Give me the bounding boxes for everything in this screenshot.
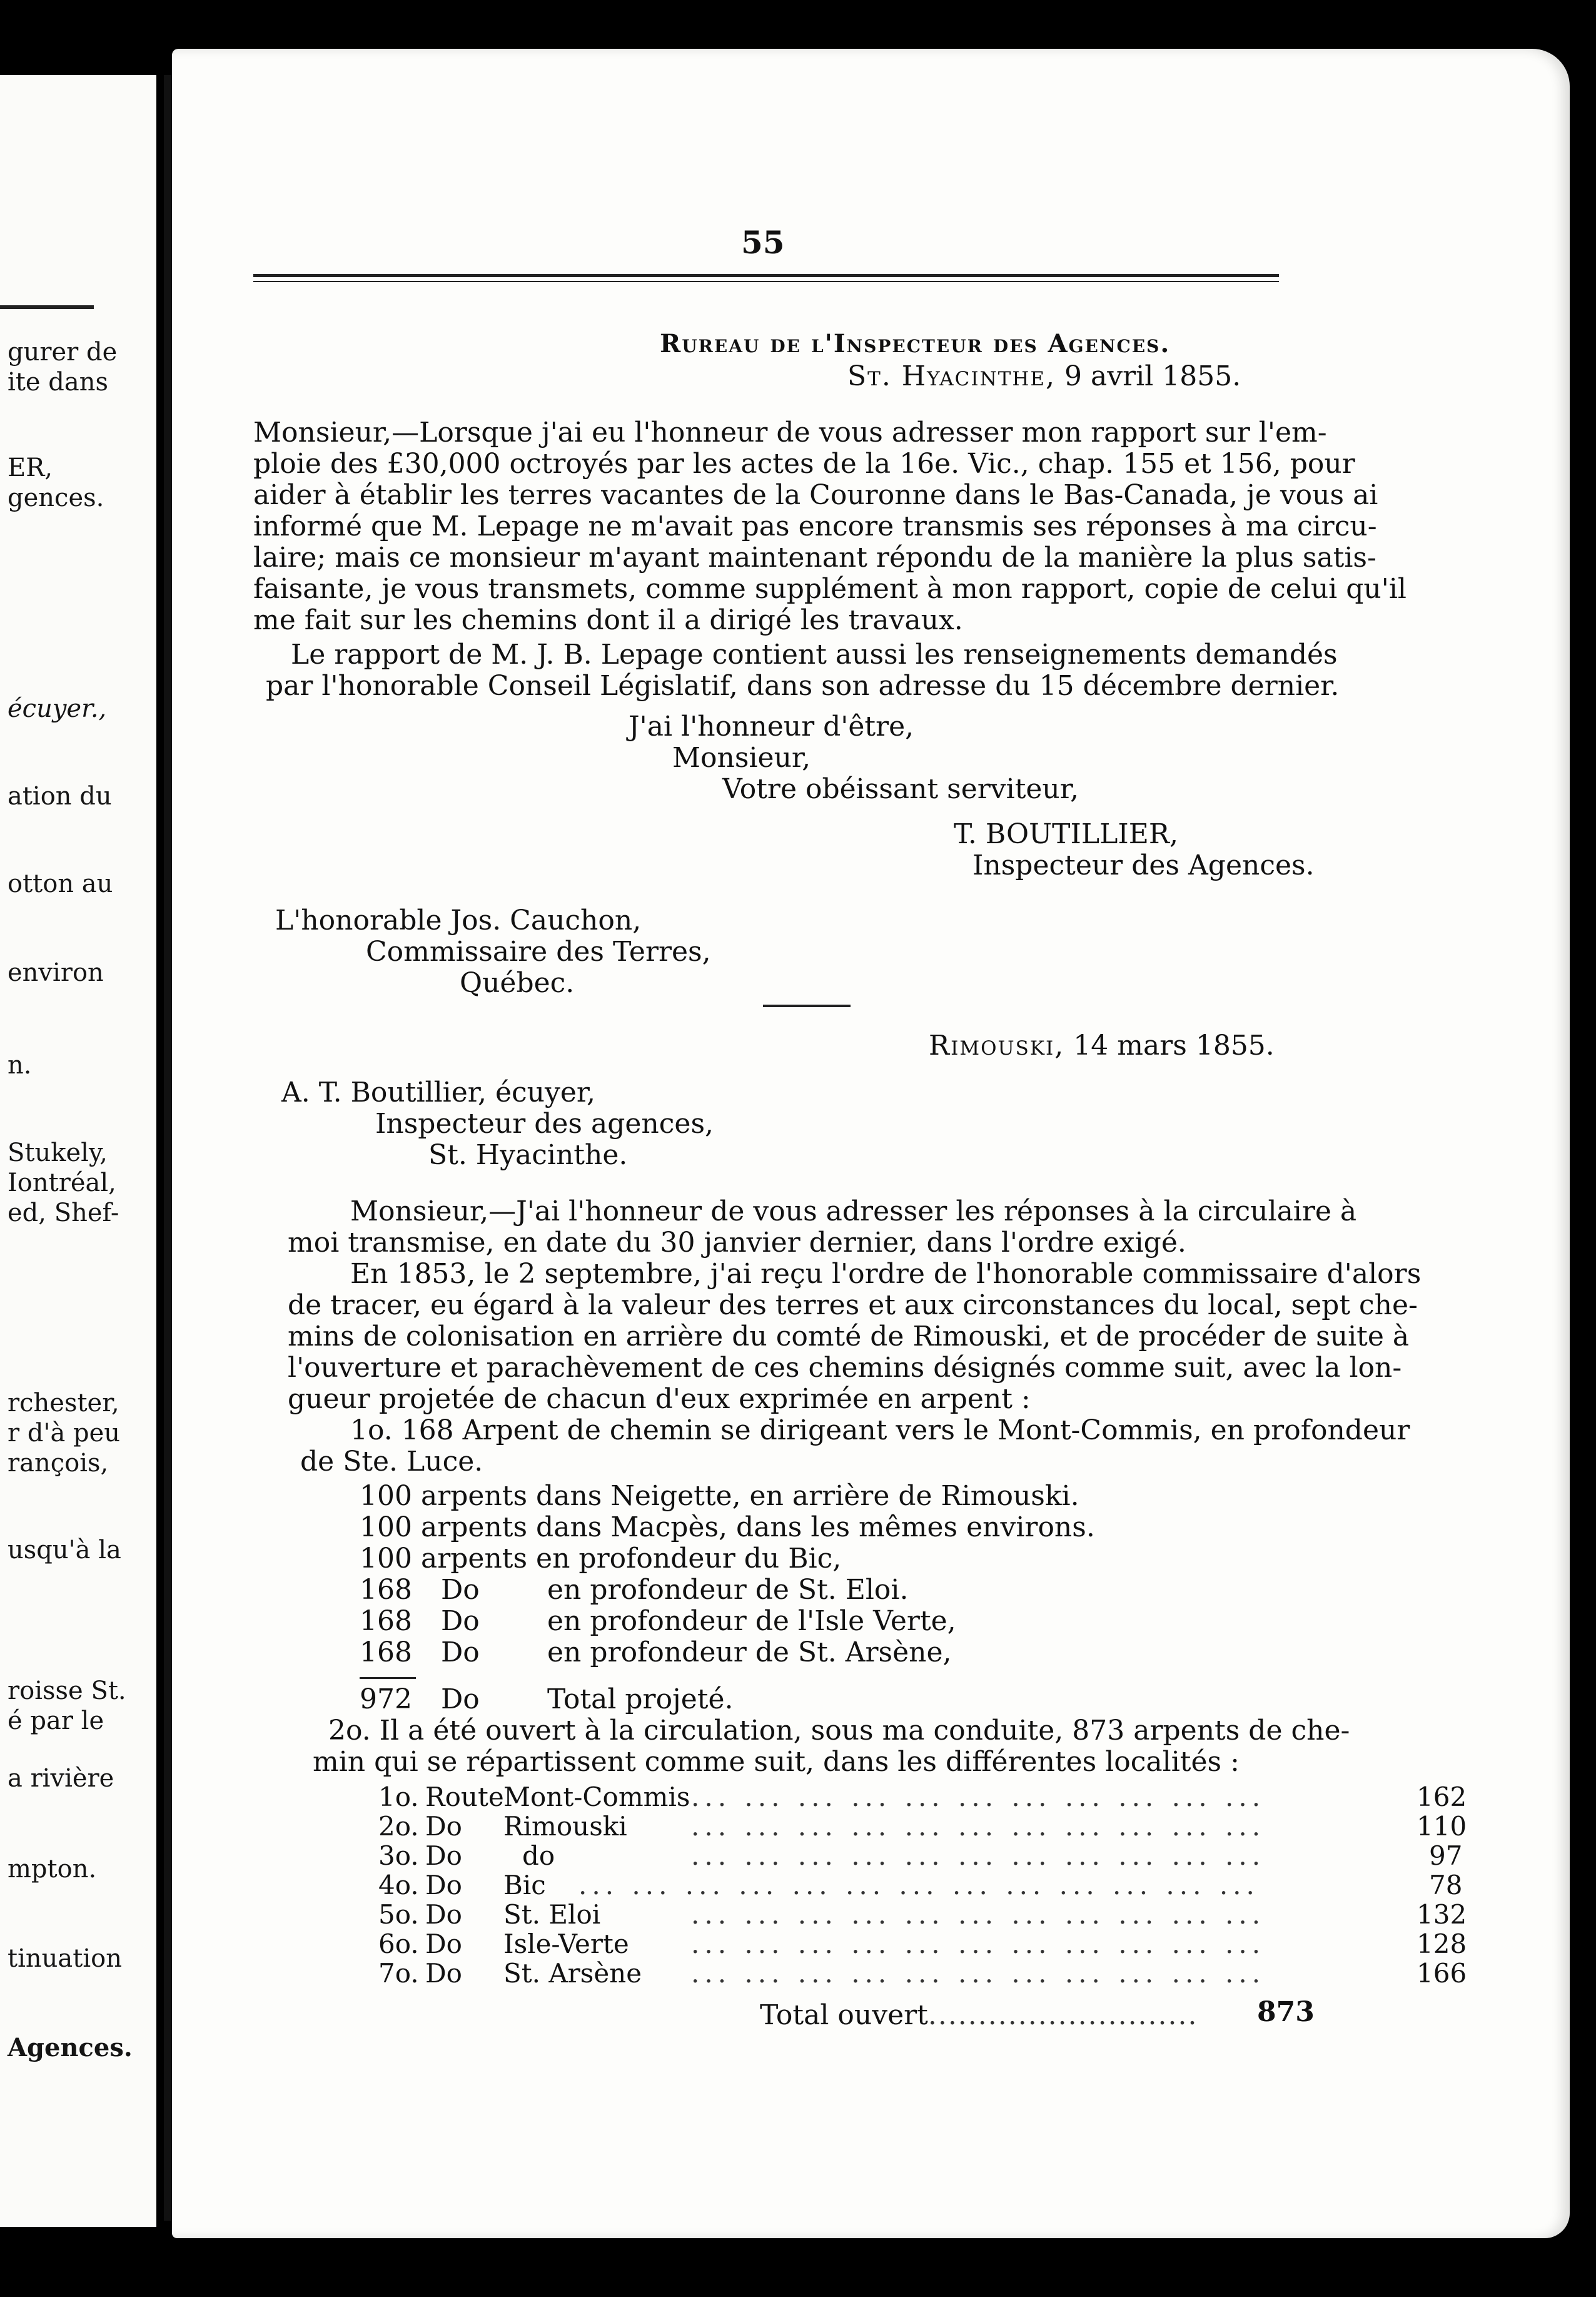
row-place: St. Arsène: [503, 1958, 642, 1989]
projected-row: [360, 1574, 909, 1606]
sum-rule: [360, 1677, 416, 1679]
table-row: 3o. Do do ... ... ... ... ... ... ... ... ... ... ... 97: [378, 1840, 1463, 1871]
table-row: 5o. Do St. Eloi ... ... ... ... ... ... ... ... ... ... ... 132: [378, 1899, 1467, 1930]
letter1-line: ploie des £30,000 octroyés par les actes de la 16e. Vic., chap. 155 et 156, pour: [253, 448, 1355, 480]
table-row: 6o. Do Isle-Verte ... ... ... ... ... ... ... ... ... ... ... 128: [378, 1929, 1467, 1959]
projected-amount: 100: [360, 1543, 412, 1574]
row-value: 166: [1417, 1958, 1467, 1989]
letter2-line: Monsieur,—J'ai l'honneur de vous adresser les réponses à la circulaire à: [350, 1195, 1357, 1227]
letter2-addressee: St. Hyacinthe.: [428, 1139, 628, 1171]
letter2-line: 1o. 168 Arpent de chemin se dirigeant vers le Mont-Commis, en profondeur: [350, 1414, 1410, 1446]
row-number: 4o.: [378, 1870, 419, 1900]
row-place: Rimouski: [503, 1811, 627, 1842]
row-route: Do: [425, 1870, 462, 1900]
letter1-date: 9 avril 1855.: [1064, 360, 1241, 392]
projected-desc: arpents dans Macpès, dans les mêmes environs.: [420, 1511, 1095, 1543]
header-rule: [253, 274, 1279, 282]
row-value: 128: [1417, 1929, 1467, 1959]
row-number: 1o.: [378, 1782, 419, 1812]
closing-line: Votre obéissant serviteur,: [722, 773, 1079, 805]
left-fragment: environ: [8, 958, 104, 987]
addressee-line: Commissaire des Terres,: [366, 936, 711, 968]
letter2-place: Rimouski,: [929, 1030, 1065, 1062]
page: [172, 49, 1570, 2238]
page-number: 55: [741, 224, 785, 261]
projected-row: [360, 1481, 1079, 1511]
letter2-line: En 1853, le 2 septembre, j'ai reçu l'ordre de l'honorable commissaire d'alors: [350, 1258, 1422, 1290]
left-fragment: gences.: [8, 484, 104, 512]
projected-total-ditto: Do: [441, 1683, 480, 1715]
addressee-line: Québec.: [460, 967, 575, 999]
letter2-addressee: A. T. Boutillier, écuyer,: [281, 1077, 596, 1108]
projected-row: [360, 1544, 841, 1574]
left-fragment: ed, Shef-: [8, 1199, 119, 1227]
projected-total-row: [360, 1683, 734, 1715]
left-fragment: mpton.: [8, 1855, 97, 1884]
section-divider: [763, 1005, 851, 1007]
projected-desc: arpents dans Neigette, en arrière de Rimouski.: [420, 1480, 1079, 1512]
office-heading: Rureau de l'Inspecteur des Agences.: [660, 329, 1171, 358]
left-fragment: rançois,: [8, 1449, 109, 1478]
row-value: 162: [1417, 1782, 1467, 1812]
row-route: Do: [425, 1899, 462, 1930]
letter1-line: Le rapport de M. J. B. Lepage contient aussi les renseignements demandés: [291, 639, 1338, 671]
left-fragment: é par le: [8, 1706, 104, 1735]
table-row: 1o. Route Mont-Commis ... ... ... ... ... ... ... ... ... ... ... 162: [378, 1782, 1467, 1812]
projected-total-label: Total projeté.: [547, 1683, 734, 1715]
projected-total-amount: 972: [360, 1683, 412, 1715]
letter2-line: de Ste. Luce.: [300, 1446, 483, 1478]
row-number: 5o.: [378, 1899, 419, 1930]
letter2-dateline: [929, 1031, 1275, 1061]
book-gutter: [164, 75, 173, 2221]
letter1-place: St. Hyacinthe,: [847, 360, 1056, 392]
letter2-line: mins de colonisation en arrière du comté de Rimouski, et de procéder de suite à: [288, 1321, 1410, 1352]
row-place: Bic: [503, 1870, 546, 1900]
projected-amount: 100: [360, 1511, 412, 1543]
left-fragment: rchester,: [8, 1389, 119, 1417]
left-fragment: Iontréal,: [8, 1169, 116, 1197]
left-fragment: ite dans: [8, 368, 108, 397]
letter1-dateline: [847, 362, 1241, 392]
letter2-date: 14 mars 1855.: [1073, 1030, 1275, 1062]
row-place: Isle-Verte: [503, 1929, 629, 1959]
addressee-line: L'honorable Jos. Cauchon,: [275, 905, 642, 936]
opened-intro-line: min qui se répartissent comme suit, dans les différentes localités :: [313, 1746, 1240, 1778]
total-opened-row: Total ouvert...........................: [760, 1999, 1198, 2031]
letter1-line: me fait sur les chemins dont il a dirigé les travaux.: [253, 604, 963, 636]
row-number: 3o.: [378, 1840, 419, 1871]
signature-title: Inspecteur des Agences.: [972, 849, 1315, 881]
letter2-line: gueur projetée de chacun d'eux exprimée en arpent :: [288, 1383, 1031, 1415]
letter2-line: l'ouverture et parachèvement de ces chemins désignés comme suit, avec la lon-: [288, 1352, 1402, 1384]
row-route: Do: [425, 1840, 462, 1871]
left-fragment: r d'à peu: [8, 1419, 121, 1448]
left-fragment: usqu'à la: [8, 1536, 121, 1564]
projected-row: [360, 1605, 956, 1637]
left-fragment: ER,: [8, 454, 53, 482]
row-route: Route: [425, 1782, 504, 1812]
left-fragment: Stukely,: [8, 1138, 108, 1167]
opened-intro-line: 2o. Il a été ouvert à la circulation, sous ma conduite, 873 arpents de che-: [328, 1715, 1350, 1747]
row-number: 6o.: [378, 1929, 419, 1959]
closing-line: J'ai l'honneur d'être,: [629, 711, 914, 743]
projected-row: [360, 1513, 1095, 1543]
left-fragment: n.: [8, 1051, 32, 1080]
projected-ditto: Do: [441, 1574, 480, 1606]
projected-amount: 168: [360, 1605, 412, 1637]
left-fragment: roisse St.: [8, 1676, 126, 1705]
total-label: Total ouvert: [760, 1999, 928, 2031]
row-number: 7o.: [378, 1958, 419, 1989]
projected-desc: en profondeur de St. Eloi.: [547, 1574, 909, 1606]
row-place: Mont-Commis: [503, 1782, 690, 1812]
row-value: 78: [1429, 1870, 1463, 1900]
letter2-line: moi transmise, en date du 30 janvier dernier, dans l'ordre exigé.: [288, 1227, 1186, 1259]
row-number: 2o.: [378, 1811, 419, 1842]
projected-ditto: Do: [441, 1636, 480, 1668]
letter2-addressee: Inspecteur des agences,: [375, 1108, 714, 1140]
left-page-rule: [0, 305, 94, 309]
left-fragment: a rivière: [8, 1764, 114, 1793]
row-value: 132: [1417, 1899, 1467, 1930]
table-row: 7o. Do St. Arsène ... ... ... ... ... ... ... ... ... ... ... 166: [378, 1958, 1467, 1989]
letter1-line: par l'honorable Conseil Législatif, dans son adresse du 15 décembre dernier.: [266, 670, 1340, 702]
letter1-line: aider à établir les terres vacantes de la Couronne dans le Bas-Canada, je vous ai: [253, 479, 1378, 511]
row-value: 97: [1429, 1840, 1463, 1871]
left-fragment: otton au: [8, 870, 113, 898]
projected-desc: en profondeur de St. Arsène,: [547, 1636, 952, 1668]
total-value: 873: [1257, 1996, 1315, 2028]
projected-ditto: Do: [441, 1605, 480, 1637]
projected-amount: 100: [360, 1480, 412, 1512]
letter1-line: informé que M. Lepage ne m'avait pas encore transmis ses réponses à ma circu-: [253, 510, 1377, 542]
row-route: Do: [425, 1958, 462, 1989]
previous-page-fragment: [0, 75, 156, 2227]
row-route: Do: [425, 1929, 462, 1959]
row-value: 110: [1417, 1811, 1467, 1842]
projected-desc: en profondeur de l'Isle Verte,: [547, 1605, 956, 1637]
left-fragment: écuyer.,: [8, 694, 107, 723]
left-fragment: ation du: [8, 782, 112, 811]
table-row: 2o. Do Rimouski ... ... ... ... ... ... ... ... ... ... ... 110: [378, 1811, 1467, 1842]
signature-name: T. BOUTILLIER,: [954, 818, 1178, 850]
projected-row: [360, 1636, 952, 1668]
projected-amount: 168: [360, 1574, 412, 1606]
letter1-line: faisante, je vous transmets, comme supplément à mon rapport, copie de celui qu'il: [253, 573, 1407, 605]
row-place: St. Eloi: [503, 1899, 601, 1930]
letter1-line: Monsieur,—Lorsque j'ai eu l'honneur de vous adresser mon rapport sur l'em-: [253, 417, 1327, 449]
projected-amount: 168: [360, 1636, 412, 1668]
left-fragment: tinuation: [8, 1944, 122, 1973]
row-place: do: [522, 1840, 555, 1871]
distribution-table: [378, 1782, 1492, 1987]
letter2-line: de tracer, eu égard à la valeur des terres et aux circonstances du local, sept che-: [288, 1289, 1418, 1321]
projected-desc: arpents en profondeur du Bic,: [420, 1543, 842, 1574]
left-fragment: gurer de: [8, 338, 118, 367]
row-route: Do: [425, 1811, 462, 1842]
table-row: 4o. Do Bic ... ... ... ... ... ... ... ... ... ... ... ... ... 78: [378, 1870, 1463, 1900]
left-fragment: Agences.: [8, 2033, 133, 2062]
letter1-line: laire; mais ce monsieur m'ayant maintenant répondu de la manière la plus satis-: [253, 542, 1376, 574]
closing-line: Monsieur,: [672, 742, 811, 774]
